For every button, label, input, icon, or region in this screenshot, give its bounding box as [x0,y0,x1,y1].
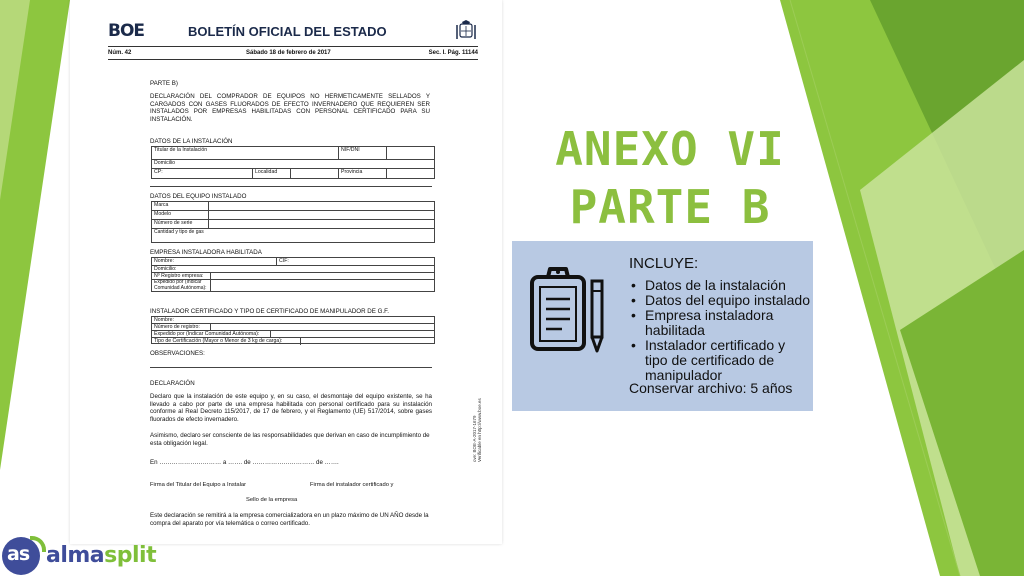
document-meta [108,50,478,58]
company-form: Nombre: CIF: Domicilio: Nº Registro empresa: Expedido por (Indicar Comunidad Autónoma): [151,257,435,292]
section-page: Sec. I. Pág. 11144 [428,50,478,56]
part-label: PARTE B) [150,80,178,87]
installation-row-titular: Titular de la Instalación NIF/DNI [152,147,434,160]
installer-heading: INSTALADOR CERTIFICADO Y TIPO DE CERTIFICADO DE MANIPULADOR DE G.F. [150,308,389,315]
boe-header-title: BOLETÍN OFICIAL DEL ESTADO [188,24,387,39]
boe-logo: BOE [108,21,145,41]
declaration-paragraph-2: Asimismo, declaro ser consciente de las responsabilidades que derivan en caso de incumplimiento de esta obligación legal. [150,432,430,447]
slide-title-line-1: ANEXO VI [555,122,785,176]
logo-wordmark: almasplit [46,543,157,568]
coat-of-arms-icon [456,20,476,42]
observations-rule [150,367,432,368]
installation-row-domicilio: Domicilio [152,160,434,169]
nif-label: NIF/DNI [341,147,360,153]
list-item: • Empresa instaladora habilitada [629,308,811,338]
list-item: • Instalador certificado y tipo de certificado de manipulador [629,338,811,383]
includes-list [629,278,811,383]
retention-note: Conservar archivo: 5 años [629,380,793,396]
logo-arc-icon [30,536,46,552]
footer-note: Este declaración se remitirá a la empresa comercializadora en un plazo máximo de UN AÑO desde la compra del aparato por vía telemática o correo certificado. [150,512,429,527]
boe-document-page [70,0,502,544]
installation-row-cp: CP: Localidad Provincia [152,169,434,178]
logo-mark: as [2,537,40,575]
observations-label: OBSERVACIONES: [150,350,205,357]
installation-heading: DATOS DE LA INSTALACIÓN [150,138,233,145]
declaration-paragraph-1: Declaro que la instalación de este equipo y, en su caso, el desmontaje del equipo existente, se ha llevado a cabo por parte de una empresa habilitada con personal certificado para su instalación conforme al Real Decreto 115/2017, de 17 de febrero, y el Reglamento (UE) 517/2014, sobre gases fluorados de efecto invernadero. [150,393,432,423]
clipboard-pencil-icon [526,265,610,357]
company-heading: EMPRESA INSTALADORA HABILITADA [150,249,262,256]
boe-header [108,20,478,42]
installer-form: Nombre: Número de registro: Expedido por (Indicar Comunidad Autónoma): Tipo de Certificación (Mayor o Menor de 3 kg de carga): [151,316,435,344]
declaration-title: DECLARACIÓN DEL COMPRADOR DE EQUIPOS NO HERMETICAMENTE SELLADOS Y CARGADOS CON GASES FLUORADOS DE EFECTO INVERNADERO QUE REQUIEREN SER INSTALADOS POR EMPRESAS HABILITADAS CON PERSONAL CERTIFICADO PARA SU INSTALACIÓN. [150,93,430,123]
meta-rule [108,59,478,60]
slide-title-line-2: PARTE B [569,180,771,234]
signature-installer: Firma del instalador certificado y [310,482,394,488]
company-stamp: Sello de la empresa [246,497,298,503]
declaration-heading: DECLARACIÓN [150,380,195,387]
cve-vertical: cve: BOE-A-2017-1679 Verificable en http://www.boe.es [472,398,482,462]
section-rule [150,186,432,187]
issue-date: Sábado 18 de febrero de 2017 [246,50,331,56]
list-item: • Datos de la instalación [629,278,811,293]
equipment-heading: DATOS DEL EQUIPO INSTALADO [150,193,247,200]
issue-number: Núm. 42 [108,50,132,56]
place-date-line: En ………………………… a ……. de ………………………… de ……. [150,459,339,466]
installation-form [151,146,435,179]
list-item: • Datos del equipo instalado [629,293,811,308]
almasplit-logo [2,536,157,574]
includes-heading: INCLUYE: [629,255,699,272]
includes-card [512,241,813,411]
header-rule [108,46,478,47]
equipment-form: Marca Modelo Número de serie Cantidad y tipo de gas [151,201,435,243]
signature-holder: Firma del Titular del Equipo a Instalar [150,482,247,488]
